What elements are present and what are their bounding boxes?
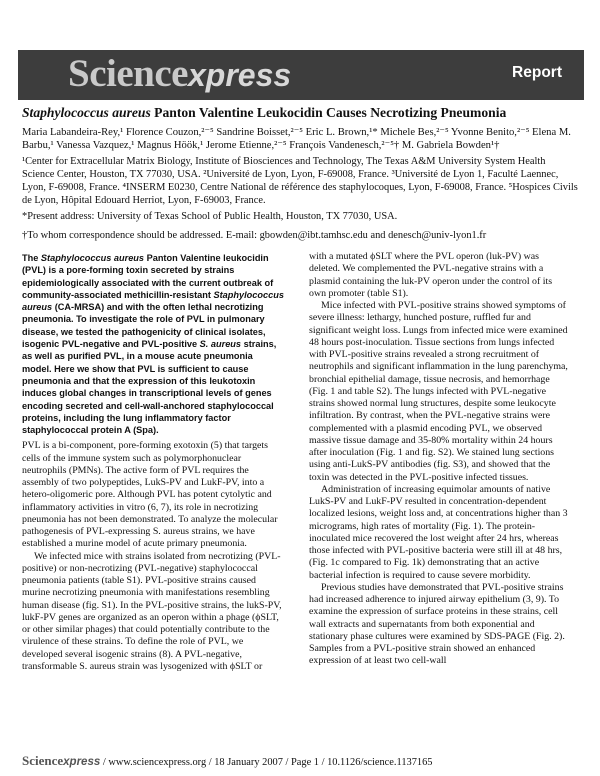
right-column [309,251,571,668]
footer-logo: Sciencexpress [22,753,101,768]
page-footer [22,753,578,769]
affiliations: ¹Center for Extracellular Matrix Biology, Institute of Biosciences and Technology, The Texas A&M University System Health Science Center, Houston, TX 77030, USA. ²Université de Lyon, Lyon, F-69008, France. ³Université de Lyon 1, Faculté Laennec, Lyon, F-69008, France. ⁴INSERM E0230, Centre National de référence des staphylocoques, Lyon, F-69008, France. ⁵Hospices Civils de Lyon, Hôpital Edouard Herriot, Lyon, F-69003, France. [22,156,578,206]
body-paragraph: We infected mice with strains isolated from necrotizing (PVL-positive) or non-necrotizing (PVL-negative) staphylococcal pneumonia patients (table S1). PVL-positive strains caused murine necrotizing pneumonia with manifestations resembling human disease (fig. S1). In the PVL-positive strains, the lukS-PV, lukF-PV genes are organized as an operon within a phage (ϕSLT, or other similar phages) that could potentially contribute to the virulence of these strains. To define the role of PVL, we developed several isogenic strains (8). A PVL-negative, transformable S. aureus strain was lysogenized with ϕSLT or [22,550,282,672]
section-label: Report [512,64,562,81]
left-column [22,252,284,673]
author-list: Maria Labandeira-Rey,¹ Florence Couzon,²⁻⁵ Sandrine Boisset,²⁻⁵ Eric L. Brown,¹* Michele Bes,²⁻⁵ Yvonne Benito,²⁻⁵ Elena M. Barbu,¹ Vanessa Vazquez,¹ Magnus Höök,¹ Jerome Etienne,²⁻⁵ François Vandenesch,²⁻⁵† M. Gabriela Bowden¹† [22,127,571,151]
body-paragraph: Previous studies have demonstrated that PVL-positive strains had increased adherence to injured airway epithelium (3, 9). To examine the expression of surface proteins in these strains, cell wall extracts and supernatants from both exponential and stationary phase cultures were examined by SDS-PAGE (Fig. 2). Samples from a PVL-positive strain showed an enhanced expression of at least two cell-wall [309,581,565,667]
body-paragraph: Administration of increasing equimolar amounts of native LukS-PV and LukF-PV resulted in concentration-dependent localized lesions, weight loss and, at concentrations higher than 3 micrograms, high rates of mortality (Fig. 1). The protein-inoculated mice recovered the lost weight after 24 hrs, whereas those infected with PVL-positive bacteria were still ill at 48 hrs, (Fig. 1c compared to Fig. 1k) demonstrating that an active bacterial infection is required to cause severe morbidity. [309,483,568,581]
journal-logo: Sciencexpress [68,52,292,95]
body-paragraph: Mice infected with PVL-positive strains showed symptoms of severe illness: lethargy, hunched posture, ruffled fur and significant weight loss. Lungs from infected mice were examined 48 hours post-inoculation. Tissue sections from lungs infected with PVL-positive strains revealed a strong recruitment of neutrophils and significant inflammation in the lung parenchyma, bronchial epithelial damage, tissue necrosis, and hemorrhage (Fig. 1 and table S2). The lungs infected with PVL-negative strains showed normal lung structures, despite some leukocyte infiltration. By contrast, when the PVL-negative strains were complemented with a plasmid encoding PVL, we observed massive tissue damage and 35-80% mortality within 24 hours after inoculation (Fig. 1 and fig. S2). We stained lung sections using anti-LukS-PV antibodies (fig. S3), and showed that the toxin was detected in the PVL-positive infected tissues. [309,300,568,483]
body-paragraph: with a mutated ϕSLT where the PVL operon (luk-PV) was deleted. We complemented the PVL-negative strains with a plasmid containing the luk-PV operon under the control of its own promoter (table S1). [309,251,553,299]
correspondence-note: †To whom correspondence should be addressed. E-mail: gbowden@ibt.tamhsc.edu and denesch@univ-lyon1.fr [22,230,487,241]
footer-citation: / www.sciencexpress.org / 18 January 2007 / Page 1 / 10.1126/science.1137165 [100,757,433,768]
journal-banner [18,50,584,100]
abstract: The Staphylococcus aureus Panton Valentine leukocidin (PVL) is a pore-forming toxin secreted by strains epidemiologically associated with the current outbreak of community-associated methicillin-resistant Staphylococcus aureus (CA-MRSA) and with the often lethal necrotizing pneumonia. To investigate the role of PVL in pulmonary disease, we tested the pathogenicity of clinical isolates, isogenic PVL-negative and PVL-positive S. aureus strains, as well as purified PVL, in a mouse acute pneumonia model. Here we show that PVL is sufficient to cause pneumonia and that the expression of this leukotoxin induces global changes in transcriptional levels of genes encoding secreted and cell-wall-anchored staphylococcal proteins, including the lung inflammatory factor staphylococcal protein A (Spa). [22,253,284,436]
present-address-note: *Present address: University of Texas School of Public Health, Houston, TX 77030, USA. [22,211,398,222]
article-title: Staphylococcus aureus Panton Valentine Leukocidin Causes Necrotizing Pneumonia [22,105,507,120]
body-paragraph: PVL is a bi-component, pore-forming exotoxin (5) that targets cells of the immune system such as polymorphonuclear neutrophils (PMNs). The active form of PVL requires the assembly of two polypeptides, LukS-PV and LukF-PV, into a hetero-oligomeric pore. Although PVL has potent cytolytic and inflammatory activities in vitro (6, 7), its role in necrotizing pneumonia has not been demonstrated. To analyze the molecular pathogenesis of PVL-expressing S. aureus strains, we have established a murine model of acute primary pneumonia. [22,440,278,550]
